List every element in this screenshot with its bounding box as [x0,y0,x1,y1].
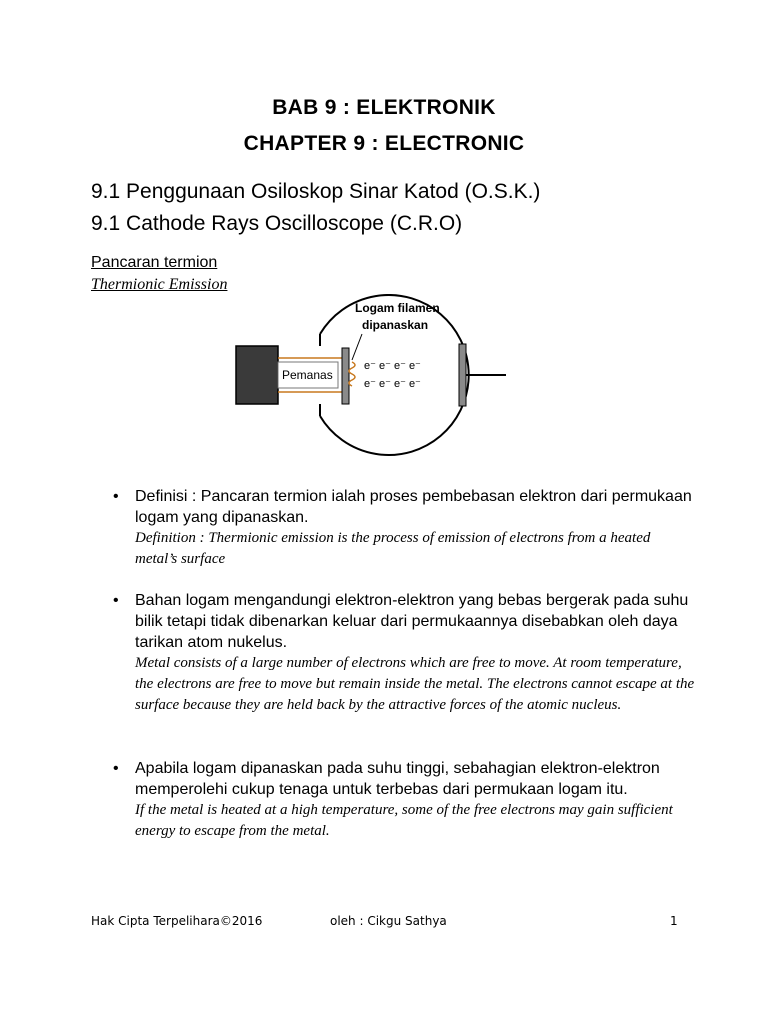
bullet-marker: • [113,592,119,609]
footer-page-number: 1 [670,914,678,928]
bullet-3-text-ms: Apabila logam dipanaskan pada suhu tinggi, sebahagian elektron-elektron memperolehi cukup tenaga untuk terbebas dari permukaan logam itu. [135,760,660,798]
bullet-item-3 [135,758,695,842]
subsection-heading-ms: Pancaran termion [91,254,218,271]
bullet-2-text-en: Metal consists of a large number of electrons which are free to move. At room temperature, the electrons are free to move but remain inside the metal. The electrons cannot escape at the surface because they are held back by the attractive forces of the atomic nucleus. [135,655,695,713]
bullet-1-text-ms: Definisi : Pancaran termion ialah proses pembebasan elektron dari permukaan logam yang dipanaskan. [135,488,692,526]
footer-author: oleh : Cikgu Sathya [330,914,447,928]
tube-base [236,346,278,404]
footer-copyright: Hak Cipta Terpelihara©2016 [91,914,263,928]
bullet-item-1 [135,486,695,570]
filament-callout-line1: Logam filamen [355,301,440,315]
chapter-title-ms: BAB 9 : ELEKTRONIK [272,96,496,119]
cathode-plate [342,348,349,404]
bullet-marker: • [113,760,119,777]
bullet-item-2 [135,590,695,716]
bullet-1-text-en: Definition : Thermionic emission is the process of emission of electrons from a heated metal’s surface [135,530,651,567]
thermionic-emission-diagram [230,294,520,474]
bullet-3-text-en: If the metal is heated at a high temperature, some of the free electrons may gain sufficient energy to escape from the metal. [135,802,673,839]
subsection-heading-en: Thermionic Emission [91,276,228,293]
section-heading-ms: 9.1 Penggunaan Osiloskop Sinar Katod (O.S.K.) [91,180,541,203]
electrons-row-1: e⁻ e⁻ e⁻ e⁻ [364,360,421,372]
electrons-row-2: e⁻ e⁻ e⁻ e⁻ [364,378,421,390]
anode-plate [459,344,466,406]
bullet-marker: • [113,488,119,505]
chapter-title-en: CHAPTER 9 : ELECTRONIC [243,132,525,155]
bullet-2-text-ms: Bahan logam mengandungi elektron-elektron yang bebas bergerak pada suhu bilik tetapi tidak dibenarkan keluar dari permukaannya disebabkan oleh daya tarikan atom nukelus. [135,592,689,651]
filament-callout-line2: dipanaskan [362,318,429,332]
section-heading-en: 9.1 Cathode Rays Oscilloscope (C.R.O) [91,212,463,235]
heater-label: Pemanas [282,368,333,382]
